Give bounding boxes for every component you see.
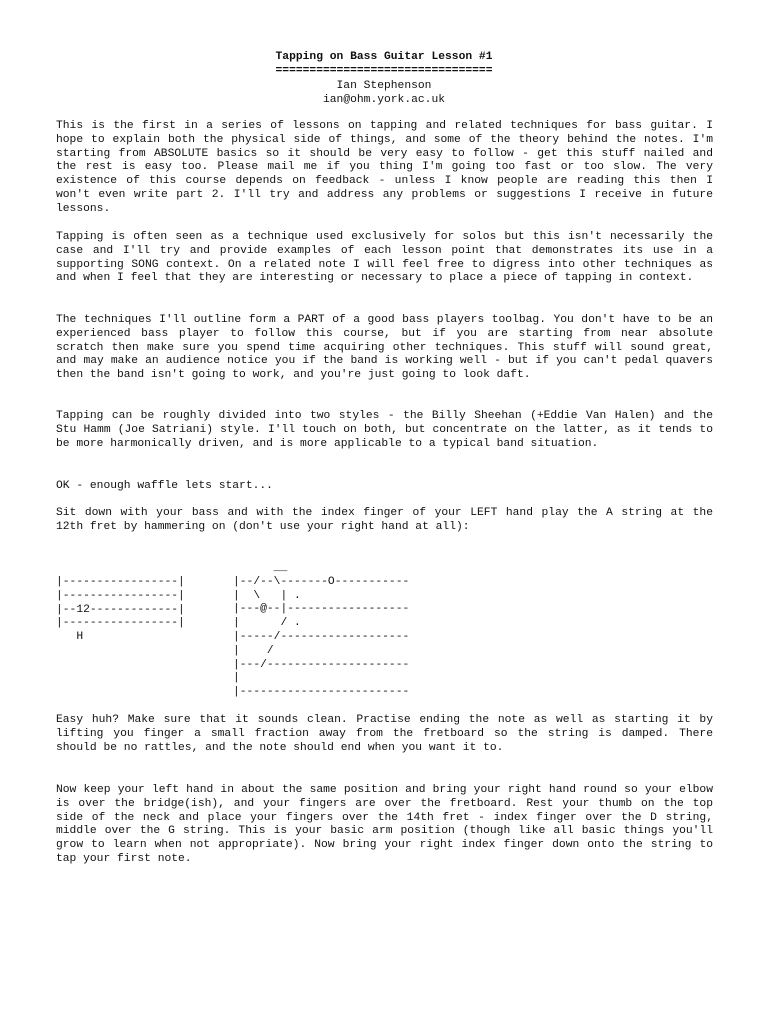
paragraph-instruction: Sit down with your bass and with the index finger of your LEFT hand play the A string at the 12th fret by hammering on (don't use your right hand at all):: [56, 507, 713, 533]
paragraph-tapping-context: Tapping is often seen as a technique used exclusively for solos but this isn't necessarily the case and I'll try and provide examples of each lesson point that demonstrates its use in a supporting SONG context. On a related note I will feel free to digress into other techniques as and when I feel that they are interesting or necessary to place a piece of tapping in context.: [56, 231, 713, 285]
paragraph-start: OK - enough waffle lets start...: [56, 480, 273, 492]
title-underline: ================================: [275, 65, 493, 77]
paragraph-styles: Tapping can be roughly divided into two styles - the Billy Sheehan (+Eddie Van Halen) and the Stu Hamm (Joe Satriani) style. I'll touch on both, but concentrate on the latter, as it tends to be more harmonically driven, and is more applicable to a typical band situation.: [56, 410, 713, 450]
author-name: Ian Stephenson: [336, 80, 432, 92]
document-title: Tapping on Bass Guitar Lesson #1: [275, 51, 493, 63]
fretboard-diagram: __ |--/--\-------O----------- | \ | . |---@--|------------------ | / . |-----/------------------- | / |---/--------------------- | |-------------------------: [233, 562, 410, 699]
paragraph-easy: Easy huh? Make sure that it sounds clean. Practise ending the note as well as starting it by lifting you finger a small fraction away from the fretboard so the string is damped. There should be no rattles, and the note should end when you want it to.: [56, 714, 713, 754]
author-email: ian@ohm.york.ac.uk: [322, 94, 446, 106]
paragraph-intro: This is the first in a series of lessons on tapping and related techniques for bass guitar. I hope to explain both the physical side of things, and some of the theory behind the notes. I'm starting from ABSOLUTE basics so it should be very easy to follow - get this stuff nailed and the rest is easy too. Please mail me if you thing I'm going too fast or too slow. The very existence of this course depends on feedback - unless I know people are reading this then I won't even write part 2. I'll try and address any problems or suggestions I receive in future lessons.: [56, 120, 713, 215]
paragraph-right-hand: Now keep your left hand in about the same position and bring your right hand round so your elbow is over the bridge(ish), and your fingers are over the fretboard. Rest your thumb on the top side of the neck and place your fingers over the 14th fret - index finger over the D string, middle over the G string. This is your basic arm position (though like all basic things you'll grow to learn when not appropriate). Now bring your right index finger down onto the string to tap your first note.: [56, 784, 713, 865]
paragraph-techniques: The techniques I'll outline form a PART of a good bass players toolbag. You don't have to be an experienced bass player to follow this course, but if you are starting from near absolute scratch then make sure you spend time acquiring other techniques. This stuff will sound great, and may make an audience notice you if the band is working well - but if you can't pedal quavers then the band isn't going to work, and you're just going to look daft.: [56, 314, 713, 382]
tab-notation: |-----------------| |-----------------| |--12-------------| |-----------------| H: [56, 576, 185, 644]
